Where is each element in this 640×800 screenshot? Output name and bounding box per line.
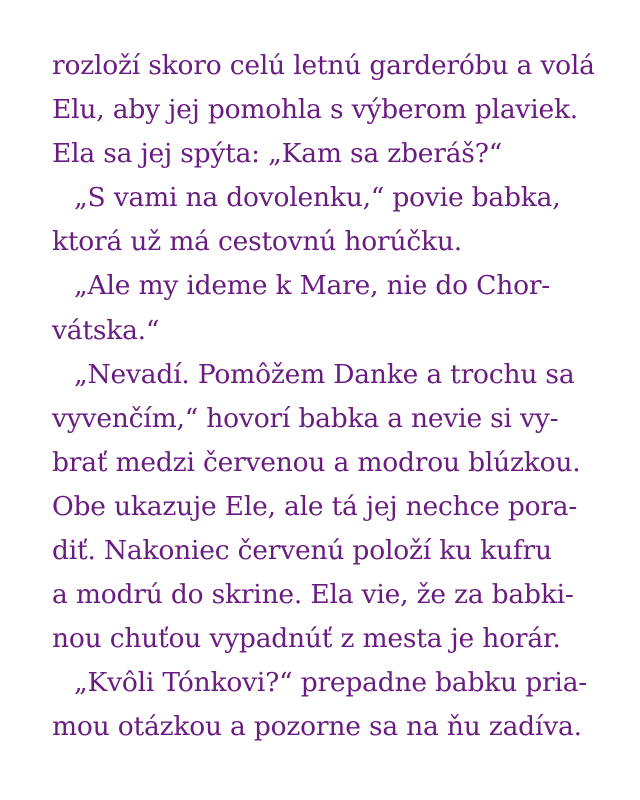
text-line: Ela sa jej spýta: „Kam sa zberáš?“ — [52, 138, 503, 170]
text-line: rozloží skoro celú letnú garderóbu a volá — [52, 50, 595, 81]
text-line: „S vami na dovolenku,“ povie babka, — [74, 182, 561, 214]
text-line: Elu, aby jej pomohla s výberom plaviek. — [52, 94, 579, 126]
text-line: „Ale my ideme k Mare, nie do Chor- — [74, 270, 551, 302]
text-line: ktorá už má cestovnú horúčku. — [52, 226, 462, 258]
text-line: brať medzi červenou a modrou blúzkou. — [52, 446, 581, 478]
text-line: „Kvôli Tónkovi?“ prepadne babku pria- — [74, 667, 588, 699]
text-line: diť. Nakoniec červenú položí ku kufru — [52, 535, 552, 567]
text-line: mou otázkou a pozorne sa na ňu zadíva. — [52, 711, 582, 743]
text-line: Obe ukazuje Ele, ale tá jej nechce pora- — [52, 490, 578, 522]
text-line: „Nevadí. Pomôžem Danke a trochu sa — [74, 358, 575, 390]
text-line: a modrú do skrine. Ela vie, že za babki- — [52, 579, 574, 611]
text-line: vátska.“ — [52, 314, 160, 346]
text-line: vyvenčím,“ hovorí babka a nevie si vy- — [52, 402, 559, 434]
text-page — [52, 44, 612, 750]
text-line: nou chuťou vypadnúť z mesta je horár. — [52, 623, 561, 655]
